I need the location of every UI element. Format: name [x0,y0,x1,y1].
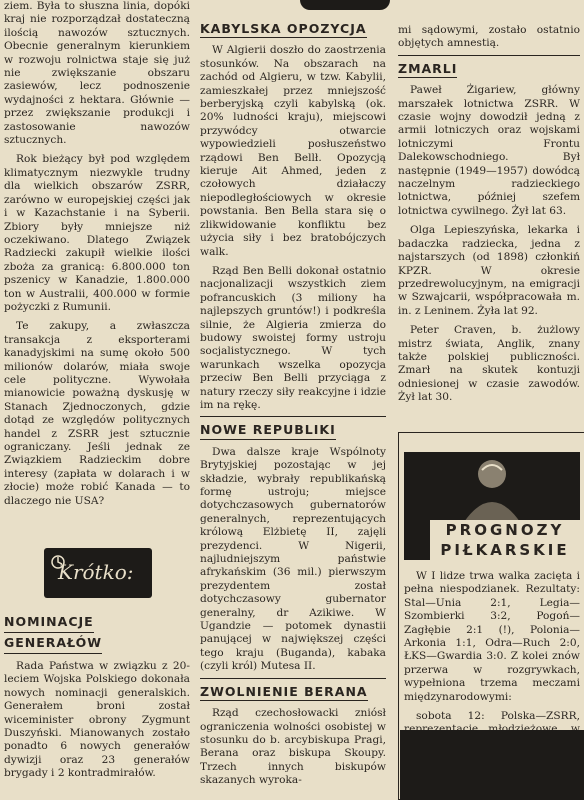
krotko-logo [44,548,152,598]
article-paragraph: W Algierii doszło do zaostrzenia stosunków. Na obszarach na zachód od Algieru, w tzw. Kabylii, zamieszkałej przez mniejszość berberyjską czyli kabylską (ok. 20% ludności kraju), miejscowi przywódcy otwarcie wypowiedzieli posłuszeństwo rządowi Ben Bellł. Opozycją kieruje Ait Ahmed, jeden z czołowych działaczy niepodległościowych w okresie powstania. Ben Bella stara się o zlikwidowanie konfliktu bez użycia siły i bez bratobójczych walk. [200,44,386,258]
section-divider [398,55,580,56]
nowe-republiki-heading: NOWE REPUBLIKI [200,423,336,439]
section-divider [200,678,386,679]
nominacje-heading-line2: GENERAŁÓW [4,633,102,654]
football-photo [400,730,584,800]
article-paragraph: Olga Lepieszyńska, lekarka i badaczka radziecka, jedna z najstarszych (od 1898) członkiń KPZR. W okresie przedrewolucyjnym, na emigracji w Szwajcarii, współpracowała m. in. z Leninem. Żyła lat 92. [398,224,580,317]
article-paragraph: Peter Craven, b. żużlowy mistrz świata, Anglik, znany także polskiej publiczności. Zmarł na skutek kontuzji odniesionej w czasie zawodów. Żył lat 30. [398,324,580,404]
article-paragraph: mi sądowymi, zostało ostatnio objętych amnestią. [398,24,580,50]
column-middle [200,22,386,788]
section-divider [200,416,386,417]
nominacje-article [4,660,190,781]
article-paragraph: sobota 12: Polska—ZSRR, [416,710,580,723]
prognozy-title-line2: PIŁKARSKIE [440,541,570,559]
article-paragraph: Dwa dalsze kraje Wspólnoty Brytyjskiej pozostając w jej składzie, wybrały republikańską formę ustroju; miejsce dotychczasowych gubernatorów generalnych, reprezentujących królową Elżbietę II, zajęli prezydenci. W Nigerii, najludniejszym państwie afrykańskim (36 mil.) pierwszym prezydentem został dotychczasowy gubernator generalny, dr Azikiwe. W Ugandzie — potomek dynastii panującej w największej części tego kraju (Buganda), kabaka (czyli król) Mutesa II. [200,445,386,673]
column-right [398,24,580,405]
prognozy-title [430,520,580,560]
kabylska-heading: KABYLSKA OPOZYCJA [200,22,367,38]
krotko-label: Krótko: [58,560,134,584]
article-paragraph: Rząd czechosłowacki zniósł ograniczenia wolności osobistej w stosunku do b. arcybiskupa Pragi, Berana oraz biskupa Skoupy. Trzech innych biskupów skazanych wyroka- [200,707,386,787]
article-paragraph: Rada Państwa w związku z 20-leciem Wojska Polskiego dokonała nowych nominacji generalskich. Generałem broni został wiceminister obrony Zygmunt Duszyński. Mianowanych zostało ponadto 6 nowych generałów dywizji oraz 23 generałów brygady i 2 kontradmirałów. [4,660,190,780]
top-ornament [300,0,390,10]
article-paragraph: Te zakupy, a zwłaszcza transakcja z eksporterami kanadyjskimi na sumę około 500 milionów dolarów, miała swoje cele polityczne. Wywołała mianowicie poważną dyskusję w Stanach Zjednoczonych, gdzie dotąd ze względów politycznych handel z ZSRR jest sztucznie ograniczany. Jeśli jednak ze Związkiem Radzieckim dobre interesy (zapłata w dolarach i w złocie) może robić Kanada — to dlaczego nie USA? [4,320,190,507]
article-paragraph: Rząd Ben Belli dokonał ostatnio nacjonalizacji wszystkich ziem pofrancuskich (3 miliony ha najlepszych gruntów!) i podkreśla silnie, że Algieria zmierza do budowy swoistej formy ustroju socjalistycznego. W tych warunkach wszelka opozycja przeciw Ben Belli przyciąga z natury rzeczy siły reakcyjne i idzie im na rękę. [200,264,386,411]
zmarli-heading: ZMARLI [398,62,457,78]
article-paragraph: ziem. Była to słuszna linia, dopóki kraj nie rozporządzał dostateczną ilością nawozów sztucznych. Obecnie generalnym kierunkiem w rozwoju rolnictwa staje się już nie zwiększanie obszaru zasiewów, lecz podnoszenie wydajności z hektara. Głównie — przez zwiększanie produkcji i zastosowanie nawozów sztucznych. [4,0,190,147]
column-left [4,0,190,508]
nominacje-heading [4,612,104,654]
footballer-icon [404,452,580,522]
berana-heading: ZWOLNIENIE BERANA [200,685,368,701]
prognozy-title-line1: PROGNOZY [445,521,565,539]
nominacje-heading-line1: NOMINACJE [4,612,94,633]
article-paragraph: Paweł Żigariew, główny marszałek lotnictwa ZSRR. W czasie wojny dowodził jedną z armii lotniczych oraz wojskami lotniczymi Frontu Dalekowschodniego. Był następnie (1949—1957) dowódcą naczelnym radzieckiego lotnictwa, później szefem lotnictwa cywilnego. Żył lat 63. [398,84,580,217]
article-paragraph: Rok bieżący był pod względem klimatycznym niezwykle trudny dla wielkich obszarów ZSRR, zarówno w europejskiej części jak i w Kazachstanie i na Syberii. Zbiory były mniejsze niż oczekiwano. Dlatego Związek Radziecki zakupił wielkie ilości zboża za granicą: 6.800.000 ton pszenicy w Kanadzie, 1.800.000 ton w Australii, 400.000 w formie pożyczki z Rumunii. [4,153,190,313]
article-paragraph: W I lidze trwa walka zacięta i pełna niespodzianek. Rezultaty: Stal—Unia 2:1, Legia—Szombierki 3:2, Pogoń—Zagłębie 2:1 (!), Polonia—Arkonia 1:1, Odra—Ruch 2:0, ŁKS—Gwardia 3:0. Z kolei znów przerwa w rozgrywkach, wypełniona trzema meczami międzynarodowymi: [404,570,580,703]
